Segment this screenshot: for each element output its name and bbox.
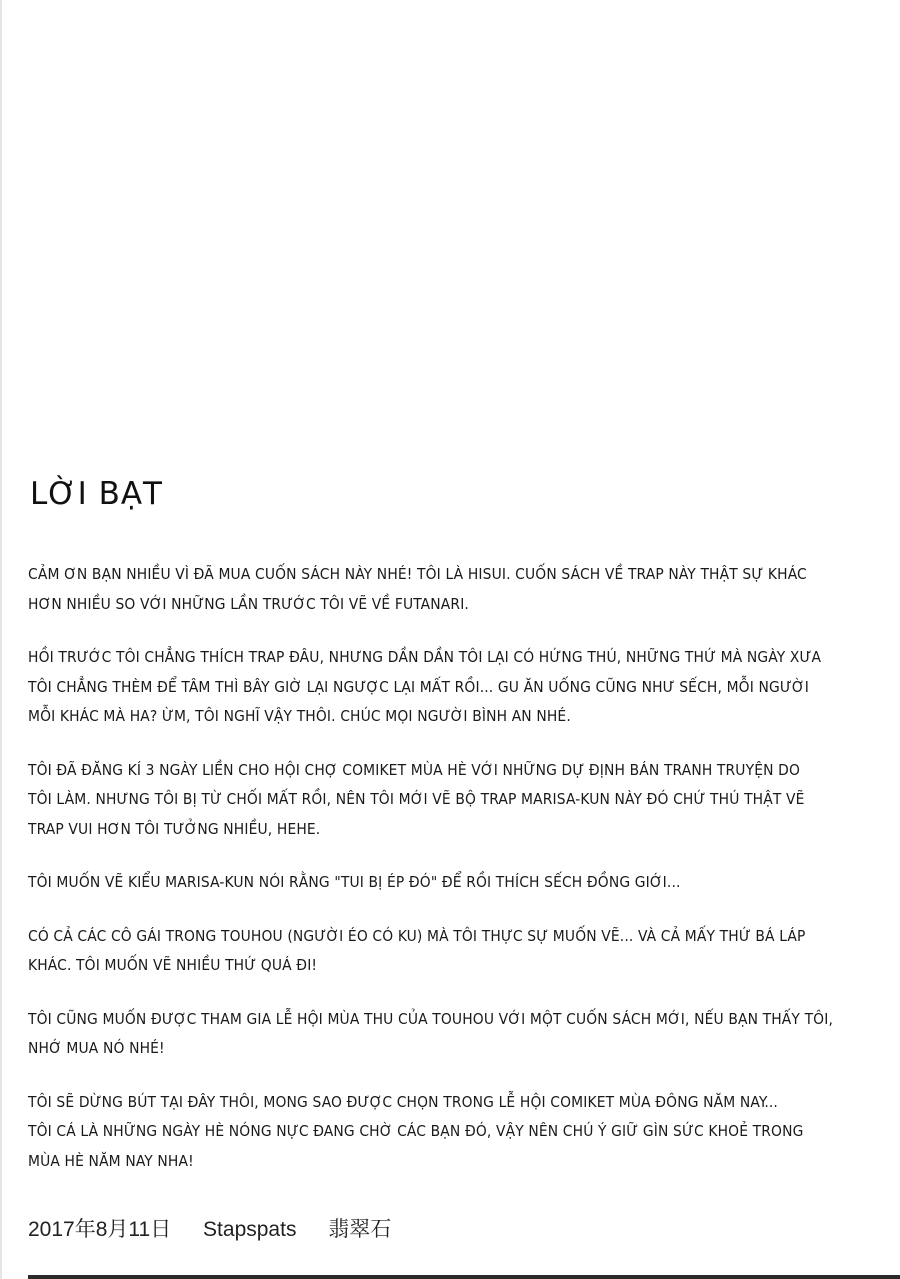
text-line: HỒI TRƯỚC TÔI CHẲNG THÍCH TRAP ĐÂU, NHƯNG DẦN DẦN TÔI LẠI CÓ HỨNG THÚ, NHỮNG THỨ MÀ NGÀY XƯA bbox=[28, 648, 822, 666]
page-title: LỜI BẠT bbox=[30, 476, 163, 512]
paragraph-7 bbox=[28, 1088, 873, 1177]
text-line: TÔI CHẲNG THÈM ĐỂ TÂM THÌ BÂY GIỜ LẠI NGƯỢC LẠI MẤT RỒI... GU ĂN UỐNG CŨNG NHƯ SẾCH, MỖI NGƯỜI bbox=[28, 677, 809, 696]
paragraph-4 bbox=[28, 868, 873, 898]
paragraph-5 bbox=[28, 922, 873, 981]
text-line: KHÁC. TÔI MUỐN VẼ NHIỀU THỨ QUÁ ĐI! bbox=[28, 956, 318, 974]
scan-edge bbox=[0, 0, 2, 1279]
footer-author: 翡翠石 bbox=[328, 1218, 392, 1241]
text-line: TÔI SẼ DỪNG BÚT TẠI ĐÂY THÔI, MONG SAO ĐƯỢC CHỌN TRONG LỄ HỘI COMIKET MÙA ĐÔNG NĂM NAY... bbox=[28, 1092, 778, 1111]
text-line: TRAP VUI HƠN TÔI TƯỞNG NHIỀU, HEHE. bbox=[28, 819, 321, 838]
afterword-body bbox=[28, 560, 873, 1176]
footer-date: 2017年8月11日 bbox=[28, 1218, 172, 1241]
text-line: TÔI CÁ LÀ NHỮNG NGÀY HÈ NÓNG NỰC ĐANG CHỜ CÁC BẠN ĐÓ, VẬY NÊN CHÚ Ý GIỮ GÌN SỨC KHOẺ TRONG bbox=[28, 1122, 804, 1140]
paragraph-3 bbox=[28, 756, 873, 845]
signature-footer bbox=[28, 1213, 417, 1243]
text-line: CẢM ƠN BẠN NHIỀU VÌ ĐÃ MUA CUỐN SÁCH NÀY NHÉ! TÔI LÀ HISUI. CUỐN SÁCH VỀ TRAP NÀY THẬT SỰ KHÁC bbox=[28, 565, 807, 583]
text-line: MỖI KHÁC MÀ HA? ỪM, TÔI NGHĨ VẬY THÔI. CHÚC MỌI NGƯỜI BÌNH AN NHÉ. bbox=[28, 707, 571, 725]
paragraph-2 bbox=[28, 643, 873, 732]
text-line: TÔI LÀM. NHƯNG TÔI BỊ TỪ CHỐI MẤT RỒI, NÊN TÔI MỚI VẼ BỘ TRAP MARISA-KUN NÀY ĐÓ CHỨ THÚ THẬT VẼ bbox=[28, 790, 805, 808]
text-line: TÔI ĐÃ ĐĂNG KÍ 3 NGÀY LIỀN CHO HỘI CHỢ COMIKET MÙA HÈ VỚI NHỮNG DỰ ĐỊNH BÁN TRANH TRUYỆN DO bbox=[28, 760, 801, 779]
footer-circle: Stapspats bbox=[203, 1218, 297, 1241]
text-line: CÓ CẢ CÁC CÔ GÁI TRONG TOUHOU (NGƯỜI ÉO CÓ KU) MÀ TÔI THỰC SỰ MUỐN VẼ... VÀ CẢ MẤY THỨ BÁ LÁP bbox=[28, 926, 806, 945]
text-line: TÔI CŨNG MUỐN ĐƯỢC THAM GIA LỄ HỘI MÙA THU CỦA TOUHOU VỚI MỘT CUỐN SÁCH MỚI, NẾU BẠN THẤY TÔI, bbox=[28, 1009, 834, 1028]
text-line: NHỚ MUA NÓ NHÉ! bbox=[28, 1039, 165, 1057]
bottom-border bbox=[28, 1275, 900, 1279]
text-line: HƠN NHIỀU SO VỚI NHỮNG LẦN TRƯỚC TÔI VẼ VỀ FUTANARI. bbox=[28, 594, 469, 613]
text-line: MÙA HÈ NĂM NAY NHA! bbox=[28, 1151, 194, 1170]
paragraph-1 bbox=[28, 560, 873, 619]
text-line: TÔI MUỐN VẼ KIỂU MARISA-KUN NÓI RẰNG "TUI BỊ ÉP ĐÓ" ĐỂ RỒI THÍCH SẾCH ĐỒNG GIỚI... bbox=[28, 873, 681, 891]
paragraph-6 bbox=[28, 1005, 873, 1064]
